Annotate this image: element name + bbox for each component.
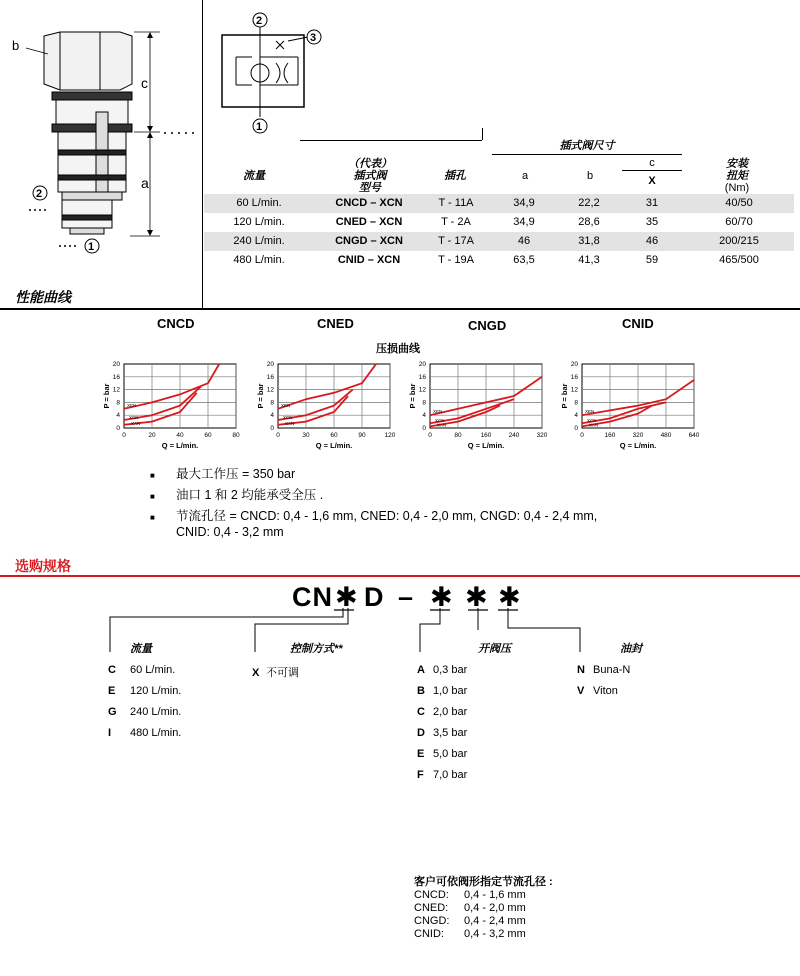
y-tick-label: 0: [574, 425, 578, 432]
y-tick-label: 16: [570, 373, 578, 381]
symbol-port-2: 2: [256, 15, 263, 27]
x-axis-label: Q = L/min.: [619, 441, 657, 450]
bullet-orifice-cont: CNID: 0,4 - 3,2 mm: [176, 525, 284, 539]
y-tick-label: 8: [422, 399, 426, 407]
code-cn: CN: [292, 582, 333, 612]
ordering-rule: [0, 575, 800, 577]
flow-option: C 60 L/min.: [108, 664, 176, 676]
series-label: XAN: [285, 420, 295, 426]
y-axis-label: P = bar: [408, 383, 417, 409]
column-flow-title: 流量: [130, 643, 152, 655]
chart-name-cned: CNED: [317, 316, 354, 331]
y-tick-label: 8: [270, 399, 274, 407]
series-label: XCN: [435, 418, 445, 424]
x-tick-label: 80: [454, 432, 462, 439]
chart-name-cnid: CNID: [622, 316, 654, 331]
x-axis-label: Q = L/min.: [161, 441, 199, 450]
y-axis-label: P = bar: [560, 383, 569, 409]
series-label: XEN: [585, 409, 595, 415]
header-flow: 流量: [243, 170, 265, 182]
x-tick-label: 40: [176, 432, 184, 439]
header-b: b: [586, 170, 594, 182]
y-tick-label: 4: [270, 412, 274, 420]
y-tick-label: 16: [112, 373, 120, 381]
y-tick-label: 16: [266, 373, 274, 381]
orifice-note-item: CNGD: 0,4 - 2,4 mm: [414, 915, 526, 927]
pressure-drop-charts: [0, 352, 800, 462]
column-seal-title: 油封: [620, 643, 642, 655]
y-tick-label: 0: [270, 425, 274, 432]
label-c: c: [141, 75, 148, 91]
x-tick-label: 160: [480, 432, 492, 439]
x-tick-label: 320: [632, 432, 644, 439]
header-model: （代表） 插式阀 型号: [348, 158, 392, 194]
series-label: XEN: [281, 402, 291, 408]
x-axis-label: Q = L/min.: [315, 441, 353, 450]
x-tick-label: 240: [508, 432, 520, 439]
header-torque: 安装 扭矩 (Nm): [724, 158, 750, 194]
flow-option: G 240 L/min.: [108, 706, 182, 718]
x-tick-label: 0: [428, 432, 432, 439]
code-star-seal: ✱: [498, 582, 522, 612]
code-connector-lines: [0, 600, 800, 660]
orifice-note: [414, 876, 553, 941]
y-axis-label: P = bar: [102, 383, 111, 409]
series-label: XCN: [129, 415, 139, 420]
orifice-note-item: CNID: 0,4 - 3,2 mm: [414, 928, 526, 940]
pressure-drop-subtitle: 压损曲线: [376, 343, 420, 355]
dimension-group-header: 插式阀尺寸: [559, 140, 615, 152]
x-tick-label: 640: [688, 432, 700, 439]
x-tick-label: 0: [122, 432, 126, 439]
bullet-ports: ■ 油口 1 和 2 均能承受全压 .: [150, 487, 597, 503]
y-tick-label: 16: [418, 373, 426, 381]
y-tick-label: 4: [422, 412, 426, 420]
table-row: 480 L/min. CNID – XCN T - 19A 63,5 41,3 59 465/500: [233, 254, 759, 266]
y-tick-label: 12: [418, 386, 426, 394]
y-tick-label: 0: [116, 425, 120, 432]
x-tick-label: 60: [204, 432, 212, 439]
port-2-label: 2: [36, 188, 43, 200]
chart-name-cncd: CNCD: [157, 316, 195, 331]
x-tick-label: 160: [604, 432, 616, 439]
label-a: a: [141, 175, 149, 191]
crack-option: C 2,0 bar: [417, 706, 468, 718]
y-tick-label: 20: [418, 361, 426, 368]
series-label: XCN: [587, 418, 597, 424]
seal-option: V Viton: [577, 685, 618, 697]
y-tick-label: 0: [422, 425, 426, 432]
y-tick-label: 4: [574, 412, 578, 420]
symbol-label-3: 3: [310, 32, 317, 44]
code-star-control: ✱: [335, 582, 359, 612]
y-tick-label: 8: [116, 399, 120, 407]
y-tick-label: 12: [112, 386, 120, 394]
table-row: 60 L/min. CNCD – XCN T - 11A 34,9 22,2 31 40/50: [204, 194, 794, 213]
x-tick-label: 30: [302, 432, 310, 439]
ordering-title: 选购规格: [15, 558, 71, 574]
x-tick-label: 60: [330, 432, 338, 439]
vertical-divider: [202, 0, 203, 308]
performance-rule: [0, 308, 800, 310]
code-d: D: [364, 582, 385, 612]
seal-option: N Buna-N: [577, 664, 631, 676]
x-tick-label: 80: [232, 432, 240, 439]
code-dash: –: [398, 582, 415, 612]
valve-symbol: [210, 5, 330, 135]
x-tick-label: 20: [148, 432, 156, 439]
crack-option: B 1,0 bar: [417, 685, 468, 697]
x-tick-label: 0: [580, 432, 584, 439]
bullet-max-pressure: ■ 最大工作压 = 350 bar: [150, 466, 597, 482]
control-option: X 不可调: [252, 667, 299, 679]
series-label: XEN: [433, 409, 443, 415]
y-axis-label: P = bar: [256, 383, 265, 409]
y-tick-label: 12: [266, 386, 274, 394]
x-tick-label: 480: [660, 432, 672, 439]
y-tick-label: 8: [574, 399, 578, 407]
series-label: XAN: [131, 420, 141, 426]
crack-option: A 0,3 bar: [417, 664, 468, 676]
crack-option: D 3,5 bar: [417, 727, 468, 739]
table-row: 240 L/min. CNGD – XCN T - 17A 46 31,8 46 200/215: [204, 232, 794, 251]
x-tick-label: 0: [276, 432, 280, 439]
x-tick-label: 90: [358, 432, 366, 439]
x-tick-label: 320: [536, 432, 548, 439]
label-b: b: [12, 38, 20, 53]
column-control-title: 控制方式**: [290, 643, 343, 655]
header-cavity: 插孔: [444, 170, 466, 182]
orifice-note-item: CNCD: 0,4 - 1,6 mm: [414, 889, 526, 901]
code-star-flow: ✱: [430, 582, 454, 612]
header-c: c: [649, 157, 655, 169]
x-axis-label: Q = L/min.: [467, 441, 505, 450]
y-tick-label: 20: [570, 361, 578, 368]
series-label: XAN: [437, 422, 447, 428]
series-label: XCN: [283, 415, 293, 420]
header-x: X: [648, 175, 656, 187]
spec-bullets: [150, 466, 597, 540]
series-label: XEN: [127, 402, 137, 408]
orifice-note-title: 客户可依阀形指定节流孔径 :: [414, 876, 553, 888]
cartridge-drawing: [0, 0, 200, 260]
flow-option: E 120 L/min.: [108, 685, 182, 697]
column-crack-title: 开阀压: [478, 643, 511, 655]
crack-option: F 7,0 bar: [417, 769, 468, 781]
code-star-crack: ✱: [465, 582, 489, 612]
symbol-port-1: 1: [256, 121, 263, 133]
series-label: XAN: [589, 422, 599, 428]
table-row: 120 L/min. CNED – XCN T - 2A 34,9 28,6 35 60/70: [233, 216, 753, 228]
crack-option: E 5,0 bar: [417, 748, 468, 760]
y-tick-label: 20: [112, 361, 120, 368]
flow-option: I 480 L/min.: [108, 727, 182, 739]
orifice-note-item: CNED: 0,4 - 2,0 mm: [414, 902, 526, 914]
y-tick-label: 20: [266, 361, 274, 368]
port-1-label: 1: [88, 241, 95, 253]
chart-name-cngd: CNGD: [468, 318, 507, 333]
performance-title: 性能曲线: [15, 289, 71, 305]
header-a: a: [521, 170, 529, 182]
x-tick-label: 120: [384, 432, 396, 439]
bullet-orifice: ■ 节流孔径 = CNCD: 0,4 - 1,6 mm, CNED: 0,4 - 2,0 mm, CNGD: 0,4 - 2,4 mm,: [150, 508, 597, 524]
y-tick-label: 4: [116, 412, 120, 420]
y-tick-label: 12: [570, 386, 578, 394]
